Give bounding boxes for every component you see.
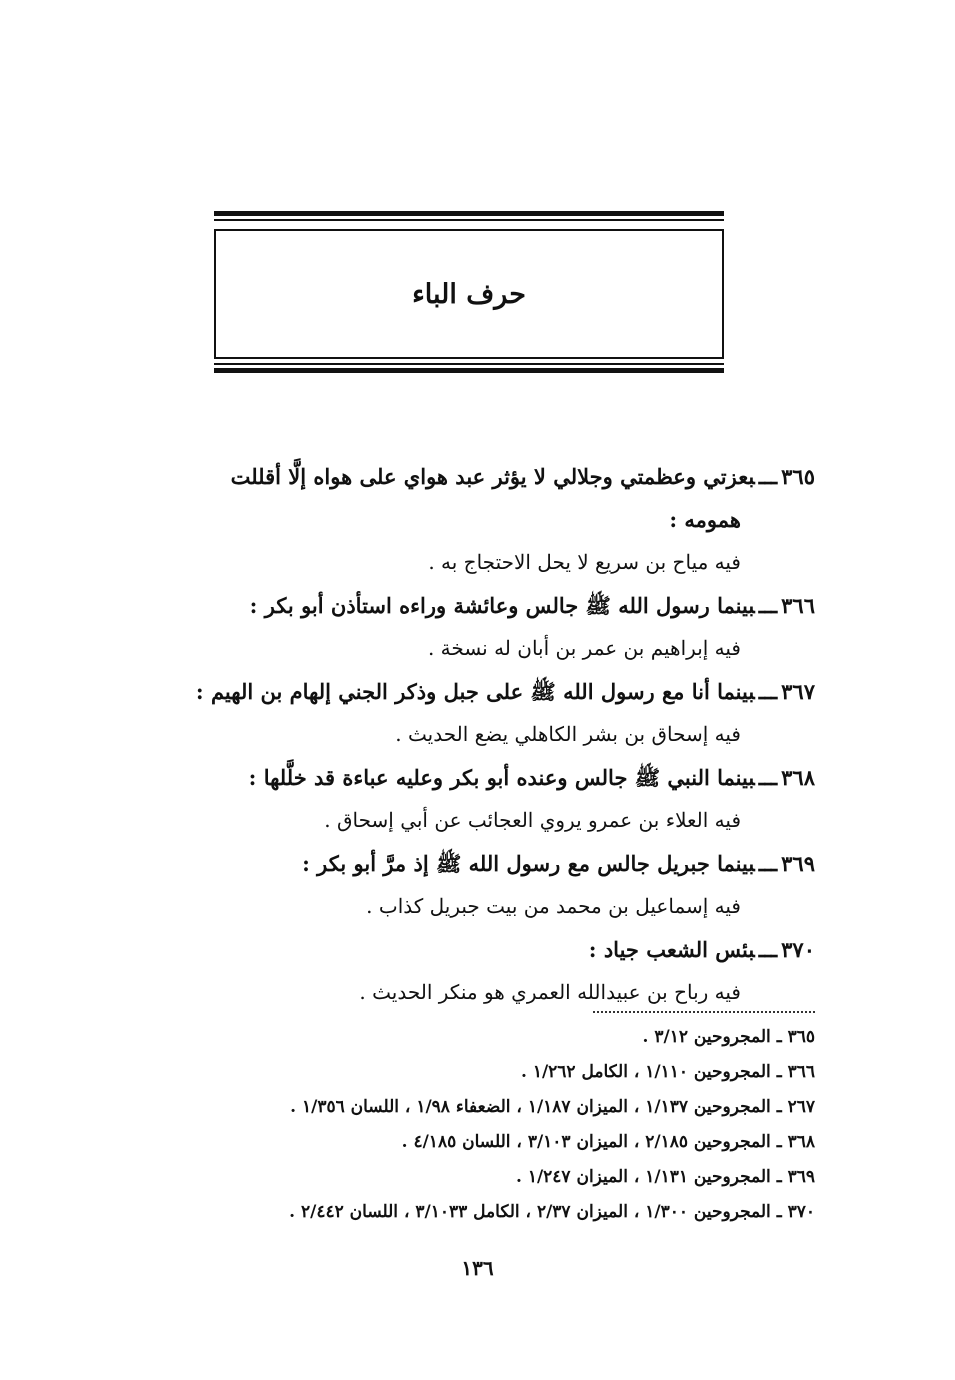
- entry-note: فيه مياح بن سريع لا يحل الاحتجاج به .: [428, 550, 741, 574]
- entry-number: ٣٦٧: [781, 679, 815, 704]
- footnote-separator: [593, 1011, 815, 1013]
- title-rule-bottom-thin: [214, 363, 724, 365]
- hadith-entry: [115, 584, 815, 670]
- chapter-title-box: [214, 229, 724, 359]
- hadith-entry: [115, 842, 815, 928]
- entry-note: فيه العلاء بن عمرو يروي العجائب عن أبي إسحاق .: [324, 808, 741, 832]
- entry-dash: ـــ: [758, 593, 778, 618]
- hadith-entries: [115, 455, 815, 1014]
- entry-text: بينما رسول الله ﷺ جالس وعائشة وراءه استأذن أبو بكر :: [249, 593, 755, 618]
- footnotes: [115, 1020, 815, 1230]
- entry-text: بئس الشعب جياد :: [588, 937, 755, 962]
- entry-number: ٣٦٦: [781, 593, 815, 618]
- entry-text: بينما أنا مع رسول الله ﷺ على جبل وذكر الجني إلهام بن الهيم :: [195, 679, 755, 704]
- entry-dash: ـــ: [758, 679, 778, 704]
- entry-dash: ـــ: [758, 464, 778, 489]
- entry-note: فيه إسحاق بن بشر الكاهلي يضع الحديث .: [395, 722, 741, 746]
- entry-text-continued: همومه :: [669, 507, 741, 532]
- entry-note: فيه إبراهيم بن عمر بن أبان له نسخة .: [427, 636, 741, 660]
- entry-text: بينما النبي ﷺ جالس وعنده أبو بكر وعليه عباءة قد خلَّلها :: [248, 765, 755, 790]
- hadith-entry: [115, 928, 815, 1014]
- chapter-title: حرف الباء: [412, 278, 526, 310]
- entry-dash: ـــ: [758, 937, 778, 962]
- hadith-entry: [115, 455, 815, 584]
- footnote: ٣٦٨ ـ المجروحين ٢/١٨٥ ، الميزان ٣/١٠٣ ، اللسان ٤/١٨٥ .: [401, 1132, 815, 1152]
- entry-text: بعزتي وعظمتي وجلالي لا يؤثر عبد هواي على هواه إلَّا أقللت: [230, 464, 755, 489]
- entry-number: ٣٧٠: [781, 937, 815, 962]
- entry-number: ٣٦٨: [781, 765, 815, 790]
- footnote: ٢٦٧ ـ المجروحين ١/١٣٧ ، الميزان ١/١٨٧ ، الضعفاء ١/٩٨ ، اللسان ١/٣٥٦ .: [290, 1097, 815, 1117]
- footnote: ٣٦٩ ـ المجروحين ١/١٣١ ، الميزان ١/٢٤٧ .: [515, 1167, 815, 1187]
- hadith-entry: [115, 670, 815, 756]
- footnote: ٣٦٥ ـ المجروحين ٣/١٢ .: [642, 1027, 815, 1047]
- title-rule-bottom-thick: [214, 368, 724, 373]
- title-rule-top-thin: [214, 219, 724, 221]
- entry-dash: ـــ: [758, 765, 778, 790]
- entry-note: فيه رباح بن عبيدالله العمري هو منكر الحديث .: [359, 980, 741, 1004]
- footnote: ٣٦٦ ـ المجروحين ١/١١٠ ، الكامل ١/٢٦٢ .: [520, 1062, 815, 1082]
- entry-note: فيه إسماعيل بن محمد من بيت جبريل كذاب .: [366, 894, 741, 918]
- hadith-entry: [115, 756, 815, 842]
- entry-number: ٣٦٥: [781, 464, 815, 489]
- entry-number: ٣٦٩: [781, 851, 815, 876]
- entry-text: بينما جبريل جالس مع رسول الله ﷺ إذ مرَّ أبو بكر :: [302, 851, 755, 876]
- footnote: ٣٧٠ ـ المجروحين ١/٣٠٠ ، الميزان ٢/٣٧ ، الكامل ٣/١٠٣٣ ، اللسان ٢/٤٤٢ .: [289, 1202, 815, 1222]
- page-number: ١٣٦: [461, 1256, 494, 1280]
- title-rule-top-thick: [214, 211, 724, 216]
- entry-dash: ـــ: [758, 851, 778, 876]
